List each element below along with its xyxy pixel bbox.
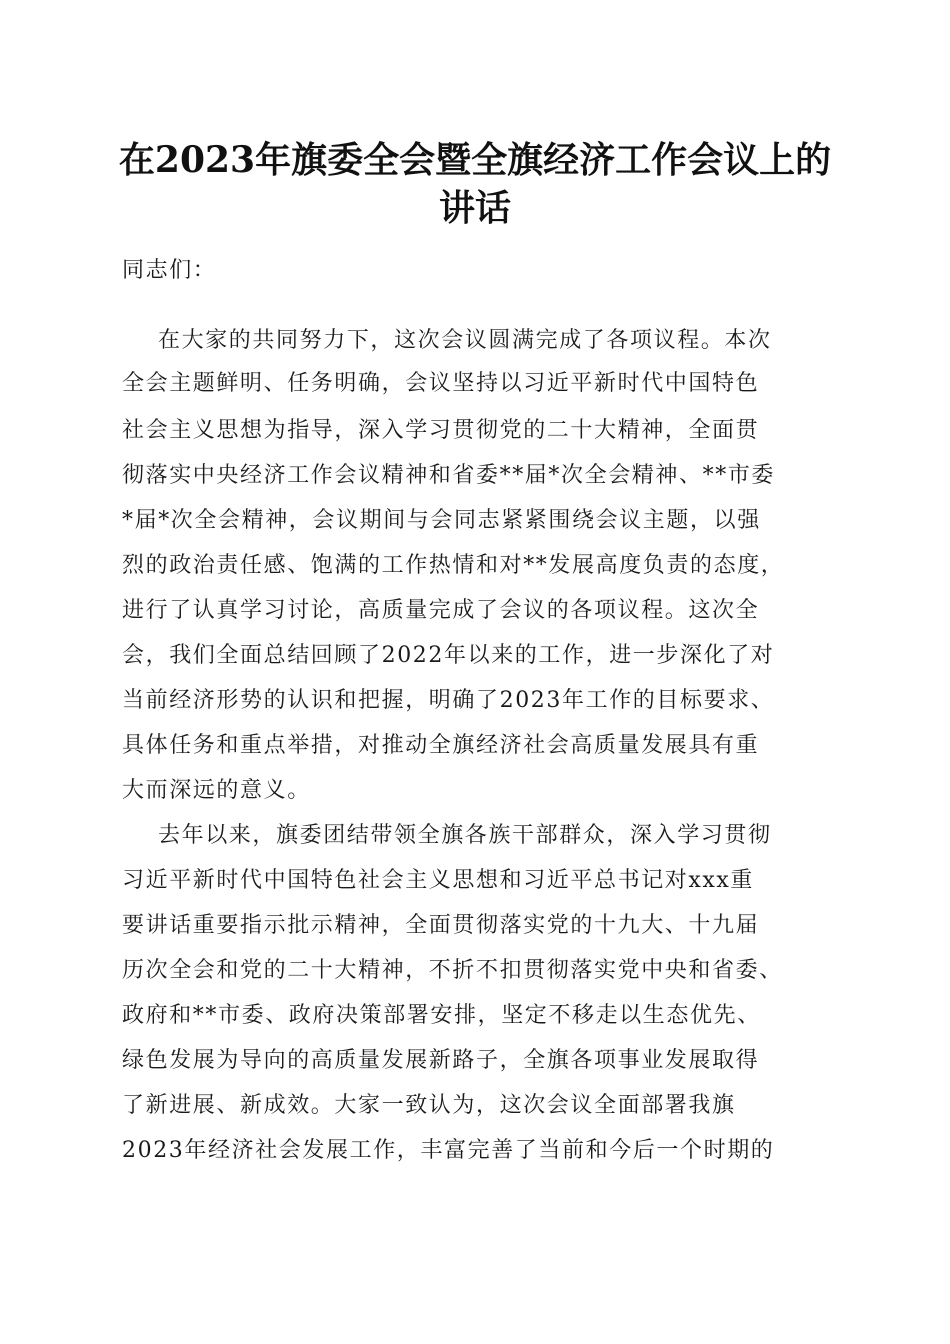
title-line-1: 在2023年旗委全会暨全旗经济工作会议上的	[118, 139, 832, 181]
paragraph-line: 绿色发展为导向的高质量发展新路子，全旗各项事业发展取得	[122, 1048, 760, 1073]
paragraph-line: 当前经济形势的认识和把握，明确了2023年工作的目标要求、	[122, 688, 775, 713]
paragraph-line: 历次全会和党的二十大精神，不折不扣贯彻落实党中央和省委、	[122, 958, 783, 983]
title-line-2: 讲话	[438, 187, 511, 229]
paragraph-line: 要讲话重要指示批示精神，全面贯彻落实党的十九大、十九届	[122, 913, 760, 938]
paragraph-line: 烈的政治责任感、饱满的工作热情和对**发展高度负责的态度，	[122, 553, 785, 578]
salutation: 同志们：	[122, 258, 217, 283]
paragraph-line: 彻落实中央经济工作会议精神和省委**届*次全会精神、**市委	[122, 463, 776, 488]
paragraph-line: 习近平新时代中国特色社会主义思想和习近平总书记对xxx重	[122, 868, 755, 893]
paragraph-line: 去年以来，旗委团结带领全旗各族干部群众，深入学习贯彻	[158, 823, 772, 848]
paragraph-line: 了新进展、新成效。大家一致认为，这次会议全面部署我旗	[122, 1093, 736, 1118]
paragraph-line: 全会主题鲜明、任务明确，会议坚持以习近平新时代中国特色	[122, 371, 760, 396]
paragraph-line: 在大家的共同努力下，这次会议圆满完成了各项议程。本次	[158, 328, 772, 353]
paragraph-line: 大而深远的意义。	[122, 778, 311, 803]
paragraph-line: *届*次全会精神，会议期间与会同志紧紧围绕会议主题，以强	[122, 508, 761, 533]
paragraph-line: 2023年经济社会发展工作，丰富完善了当前和今后一个时期的	[122, 1138, 775, 1163]
paragraph-line: 社会主义思想为指导，深入学习贯彻党的二十大精神，全面贯	[122, 418, 760, 443]
paragraph-line: 进行了认真学习讨论，高质量完成了会议的各项议程。这次全	[122, 598, 760, 623]
document-title	[100, 136, 850, 232]
paragraph-line: 会，我们全面总结回顾了2022年以来的工作，进一步深化了对	[122, 643, 775, 668]
paragraph-line: 具体任务和重点举措，对推动全旗经济社会高质量发展具有重	[122, 733, 760, 758]
paragraph-line: 政府和**市委、政府决策部署安排，坚定不移走以生态优先、	[122, 1003, 761, 1028]
